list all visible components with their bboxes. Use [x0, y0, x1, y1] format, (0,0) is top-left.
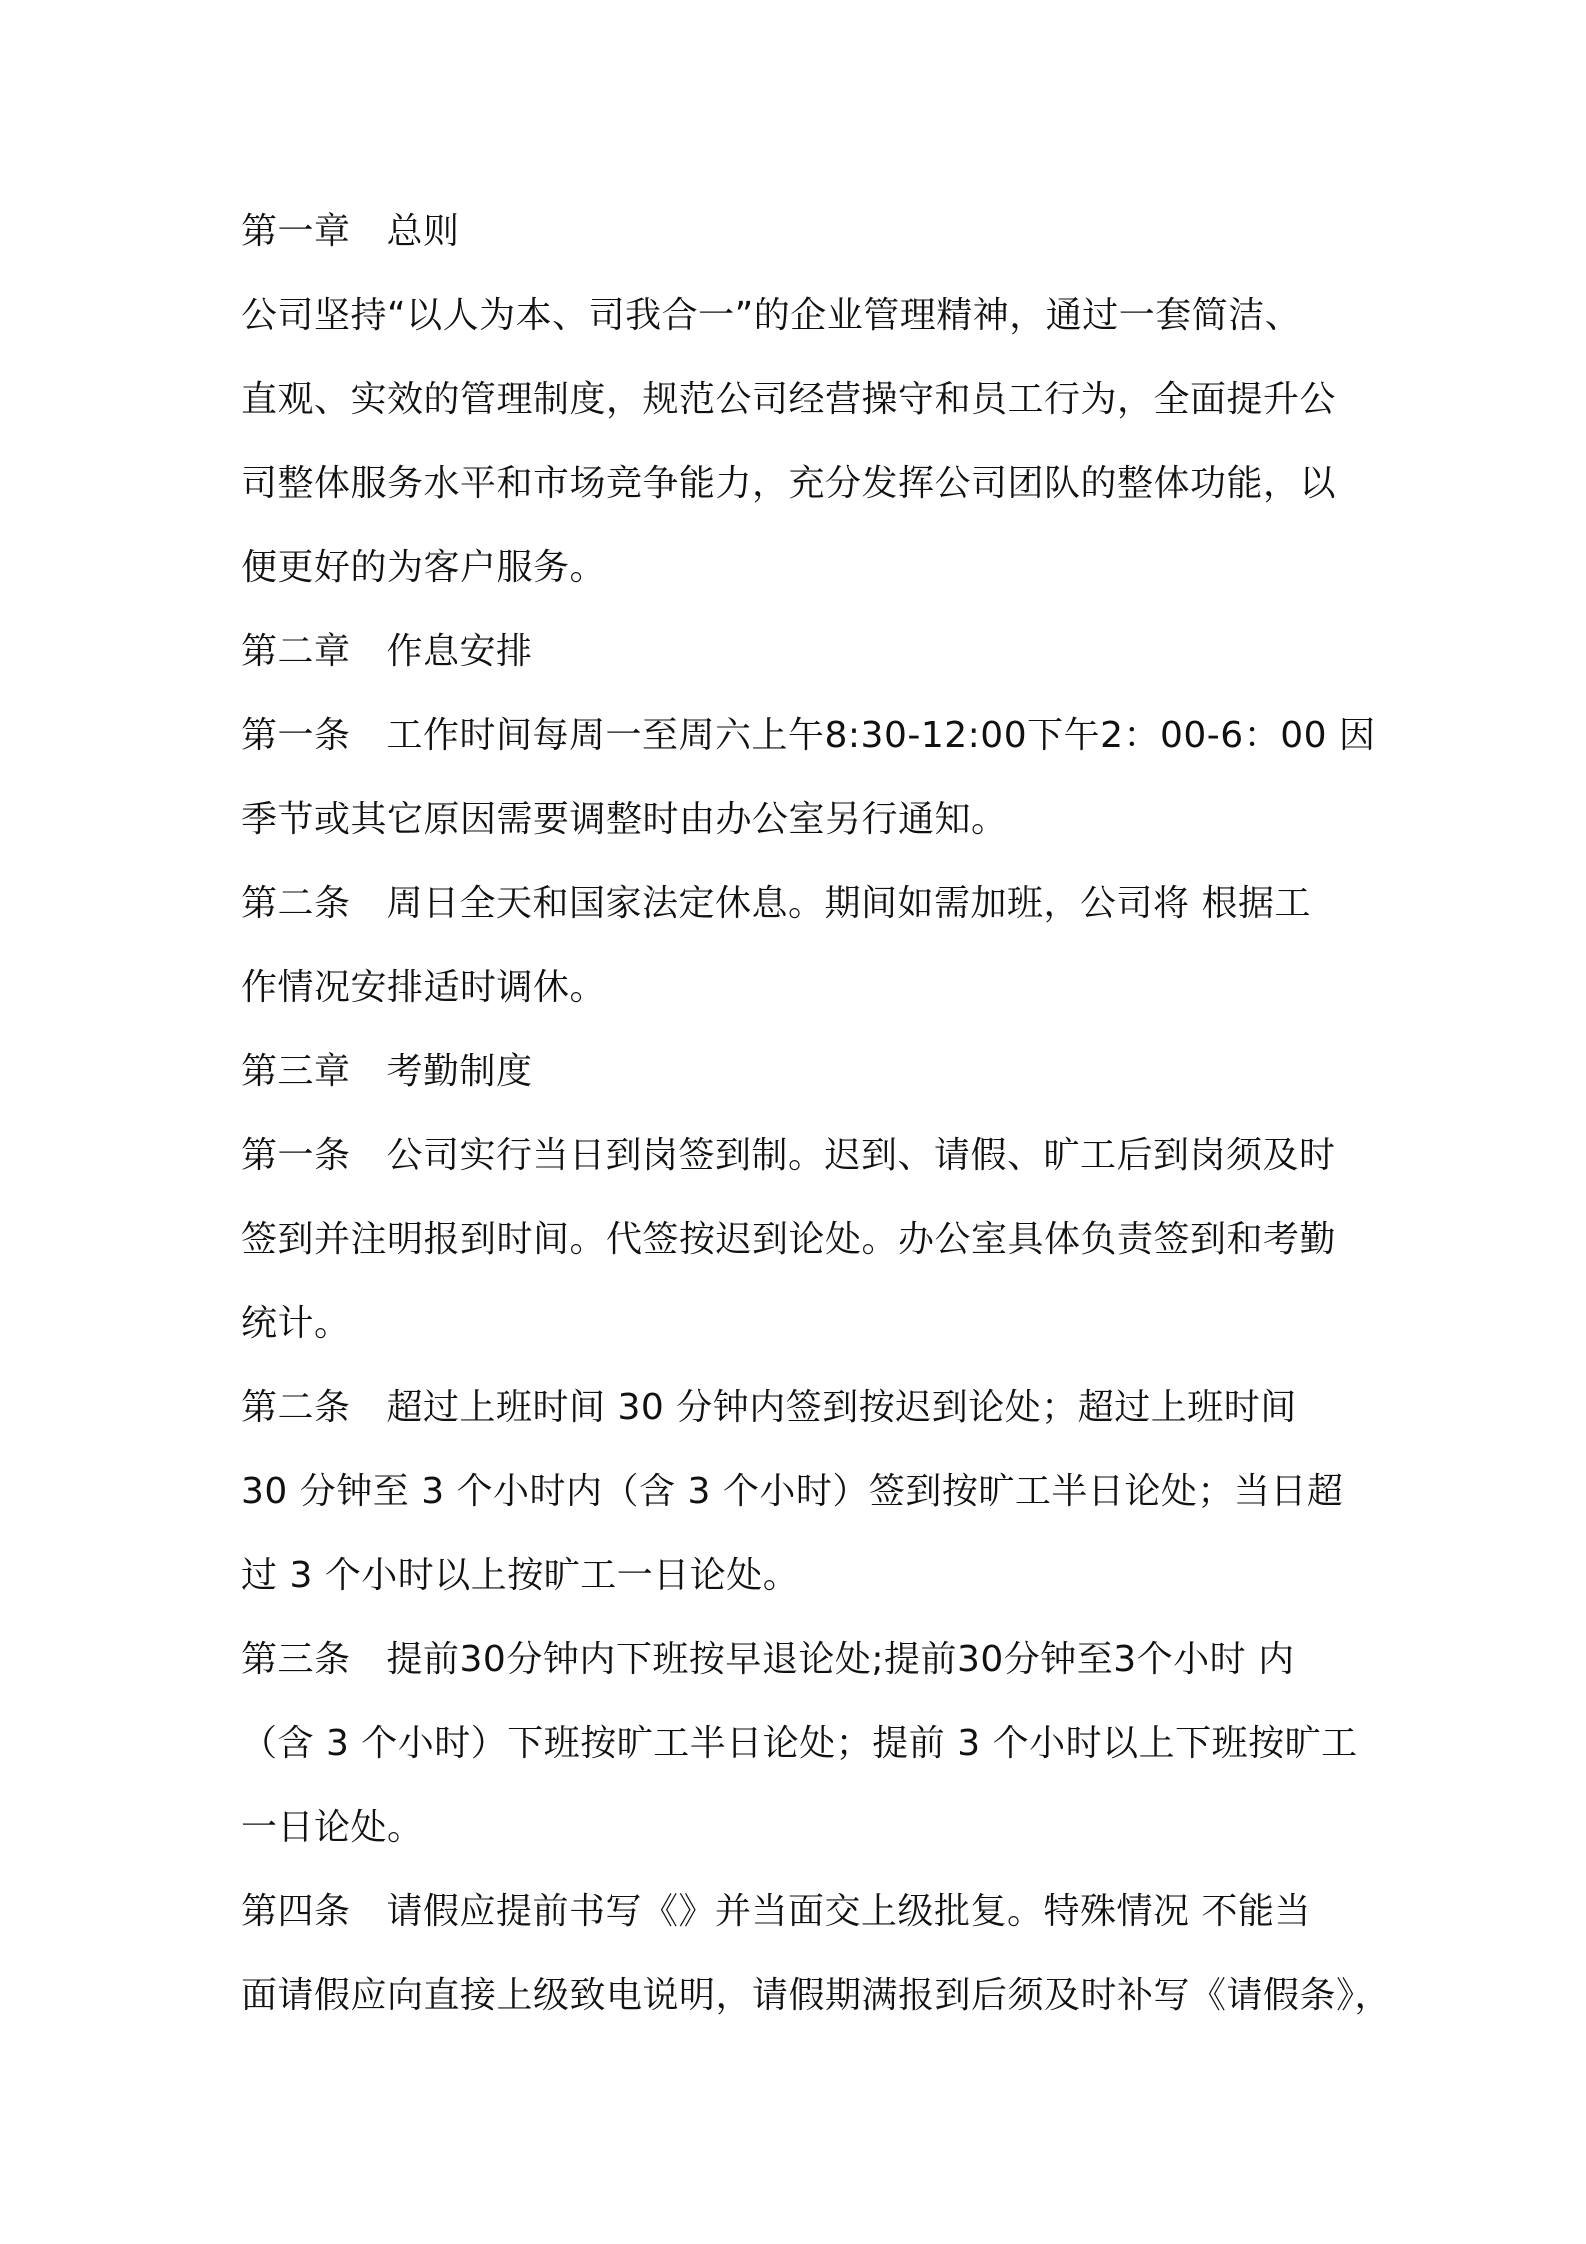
paragraph-line: 司整体服务水平和市场竞争能力，充分发挥公司团队的整体功能，以 [241, 463, 1337, 504]
paragraph-line: 签到并注明报到时间。代签按迟到论处。办公室具体负责签到和考勤 [241, 1219, 1337, 1260]
article-line: 第二条 超过上班时间 30 分钟内签到按迟到论处；超过上班时间 [241, 1387, 1297, 1428]
article-line: 第三条 提前30分钟内下班按早退论处;提前30分钟至3个小时 内 [241, 1639, 1295, 1680]
paragraph-line: 30 分钟至 3 个小时内（含 3 个小时）签到按旷工半日论处；当日超 [241, 1471, 1344, 1512]
paragraph-line: 季节或其它原因需要调整时由办公室另行通知。 [241, 799, 1008, 840]
paragraph-line: 面请假应向直接上级致电说明，请假期满报到后须及时补写《请假条》， [241, 1975, 1392, 2016]
paragraph-line: 公司坚持“以人为本、司我合一”的企业管理精神，通过一套简洁、 [241, 295, 1302, 336]
paragraph-line: （含 3 个小时）下班按旷工半日论处；提前 3 个小时以上下班按旷工 [241, 1723, 1358, 1764]
paragraph-line: 一日论处。 [241, 1807, 424, 1848]
article-line: 第四条 请假应提前书写《》并当面交上级批复。特殊情况 不能当 [241, 1891, 1311, 1932]
article-line: 第一条 公司实行当日到岗签到制。迟到、请假、旷工后到岗须及时 [241, 1135, 1336, 1176]
chapter-heading: 第一章 总则 [241, 211, 460, 252]
paragraph-line: 便更好的为客户服务。 [241, 547, 607, 588]
paragraph-line: 过 3 个小时以上按旷工一日论处。 [241, 1555, 800, 1596]
paragraph-line: 直观、实效的管理制度，规范公司经营操守和员工行为，全面提升公 [241, 379, 1337, 420]
document-page [241, 190, 1392, 2038]
article-line: 第二条 周日全天和国家法定休息。期间如需加班，公司将 根据工 [241, 883, 1311, 924]
article-line: 第一条 工作时间每周一至周六上午8:30-12:00下午2：00-6：00 因 [241, 715, 1376, 756]
paragraph-line: 作情况安排适时调休。 [241, 967, 607, 1008]
chapter-heading: 第二章 作息安排 [241, 631, 533, 672]
chapter-heading: 第三章 考勤制度 [241, 1051, 533, 1092]
paragraph-line: 统计。 [241, 1303, 351, 1344]
